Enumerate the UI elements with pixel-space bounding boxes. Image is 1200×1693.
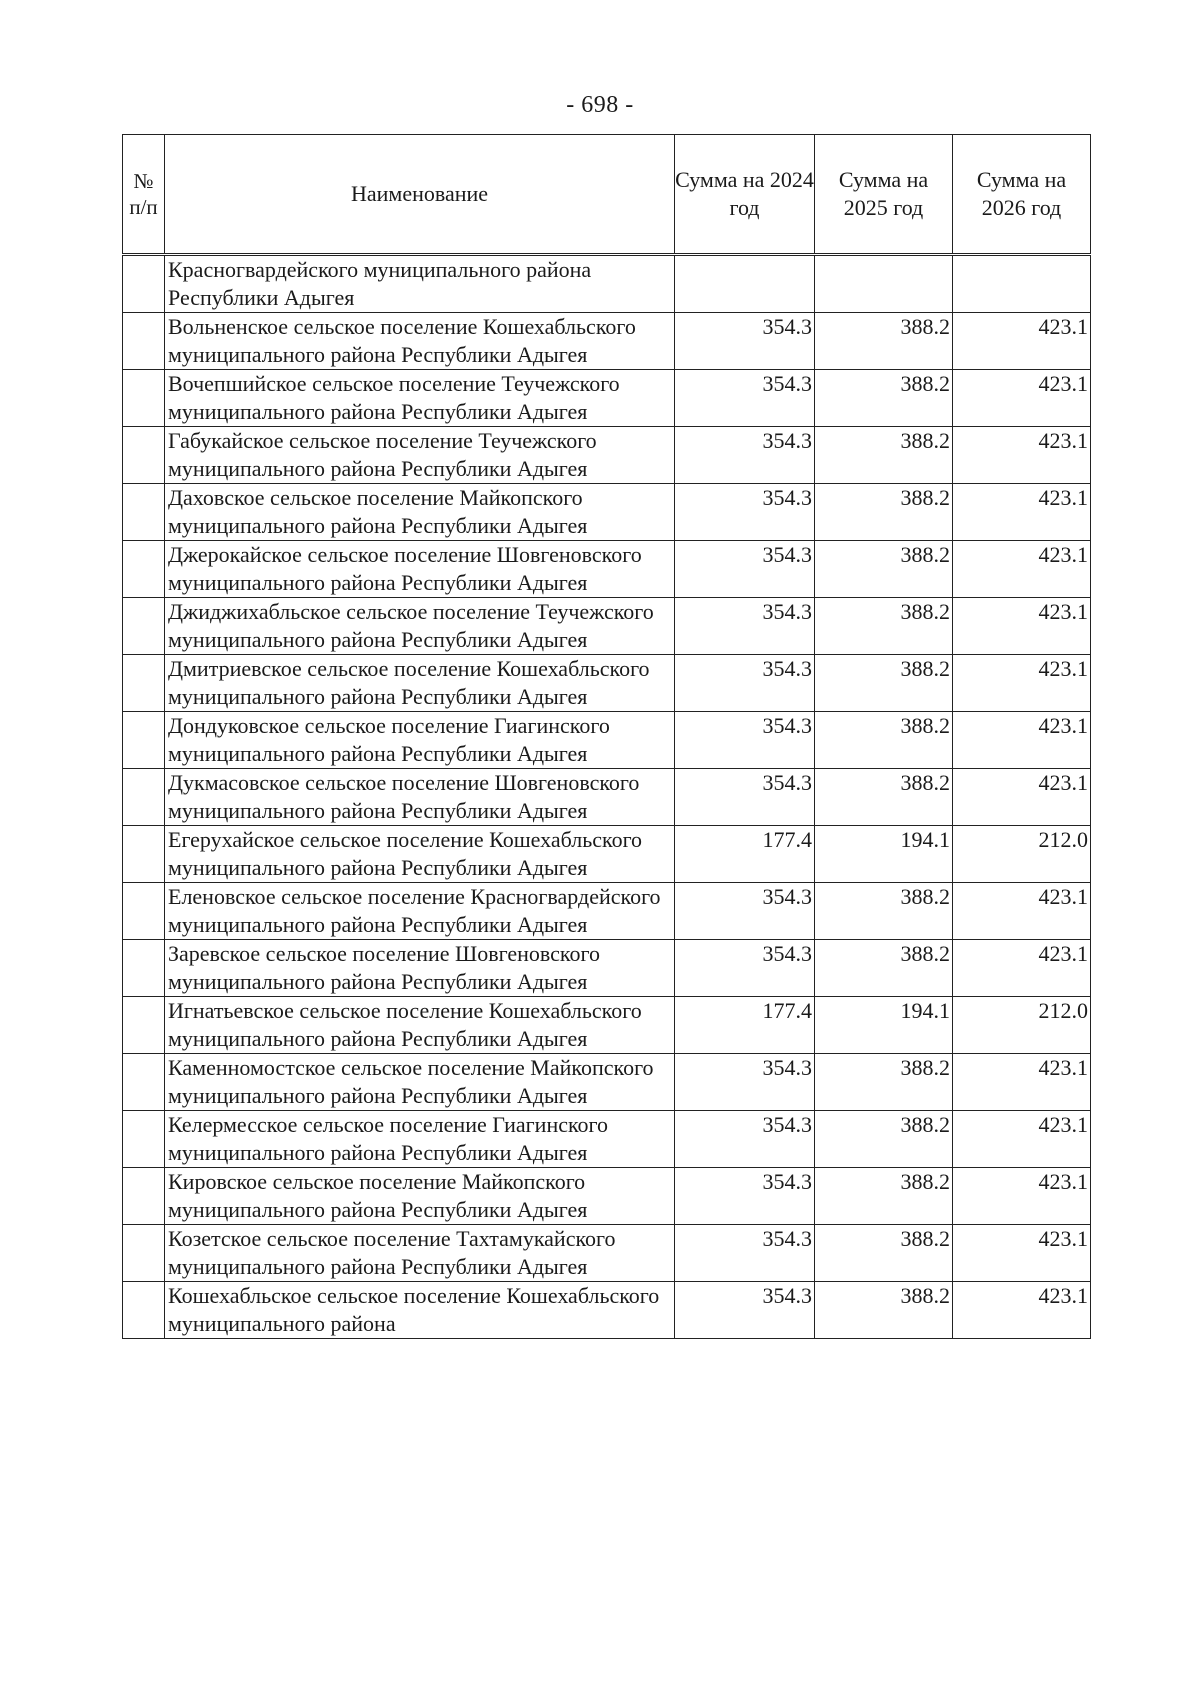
budget-table [122, 134, 1091, 1339]
row-amount-2024: 177.4 [675, 997, 815, 1054]
row-amount-2025: 388.2 [815, 1225, 953, 1282]
header-2024: Сумма на 2024 год [675, 135, 815, 255]
row-number [123, 826, 165, 883]
row-amount-2025: 388.2 [815, 370, 953, 427]
table-row [123, 427, 1091, 484]
table-row [123, 769, 1091, 826]
row-amount-2026: 423.1 [953, 1225, 1091, 1282]
row-name: Дукмасовское сельское поселение Шовгеновского муниципального района Республики Адыгея [165, 769, 675, 826]
row-amount-2024: 354.3 [675, 1168, 815, 1225]
row-number [123, 1225, 165, 1282]
table-row [123, 598, 1091, 655]
row-number [123, 940, 165, 997]
table-row [123, 883, 1091, 940]
row-number [123, 484, 165, 541]
row-number [123, 370, 165, 427]
row-amount-2026: 423.1 [953, 313, 1091, 370]
row-name: Вольненское сельское поселение Кошехабльского муниципального района Республики Адыгея [165, 313, 675, 370]
row-amount-2026 [953, 255, 1091, 313]
table-row [123, 655, 1091, 712]
row-amount-2026: 423.1 [953, 712, 1091, 769]
row-amount-2025: 388.2 [815, 769, 953, 826]
row-amount-2025: 388.2 [815, 541, 953, 598]
row-number [123, 1168, 165, 1225]
page-number: - 698 - [566, 92, 634, 118]
table-row [123, 484, 1091, 541]
row-amount-2024: 354.3 [675, 1282, 815, 1339]
table-header [123, 135, 1091, 255]
header-number: № п/п [123, 135, 165, 255]
row-amount-2025: 388.2 [815, 313, 953, 370]
row-amount-2025: 388.2 [815, 1111, 953, 1168]
row-number [123, 427, 165, 484]
row-amount-2024: 354.3 [675, 1225, 815, 1282]
row-amount-2025: 388.2 [815, 1054, 953, 1111]
row-amount-2024: 354.3 [675, 940, 815, 997]
row-amount-2024: 354.3 [675, 370, 815, 427]
row-amount-2025: 388.2 [815, 484, 953, 541]
row-amount-2024: 354.3 [675, 484, 815, 541]
row-amount-2026: 423.1 [953, 541, 1091, 598]
row-amount-2026: 423.1 [953, 370, 1091, 427]
row-name: Козетское сельское поселение Тахтамукайского муниципального района Республики Адыгея [165, 1225, 675, 1282]
row-amount-2026: 423.1 [953, 1168, 1091, 1225]
row-number [123, 997, 165, 1054]
header-2026: Сумма на 2026 год [953, 135, 1091, 255]
row-name: Егерухайское сельское поселение Кошехабльского муниципального района Республики Адыгея [165, 826, 675, 883]
row-amount-2026: 423.1 [953, 883, 1091, 940]
row-amount-2025: 388.2 [815, 427, 953, 484]
row-name: Дондуковское сельское поселение Гиагинского муниципального района Республики Адыгея [165, 712, 675, 769]
table-row [123, 370, 1091, 427]
table-row [123, 1168, 1091, 1225]
row-amount-2025: 388.2 [815, 598, 953, 655]
row-amount-2025: 388.2 [815, 883, 953, 940]
row-amount-2024: 354.3 [675, 883, 815, 940]
row-number [123, 1054, 165, 1111]
row-amount-2026: 212.0 [953, 997, 1091, 1054]
row-amount-2024: 177.4 [675, 826, 815, 883]
header-2025: Сумма на 2025 год [815, 135, 953, 255]
row-name: Каменномостское сельское поселение Майкопского муниципального района Республики Адыгея [165, 1054, 675, 1111]
table-row [123, 1054, 1091, 1111]
row-number [123, 712, 165, 769]
header-name: Наименование [165, 135, 675, 255]
row-amount-2024: 354.3 [675, 313, 815, 370]
row-amount-2024: 354.3 [675, 598, 815, 655]
row-name: Заревское сельское поселение Шовгеновского муниципального района Республики Адыгея [165, 940, 675, 997]
row-number [123, 1282, 165, 1339]
row-amount-2025: 388.2 [815, 940, 953, 997]
table-row [123, 313, 1091, 370]
table-row [123, 997, 1091, 1054]
row-name: Келермесское сельское поселение Гиагинского муниципального района Республики Адыгея [165, 1111, 675, 1168]
row-amount-2025: 194.1 [815, 997, 953, 1054]
row-number [123, 883, 165, 940]
row-name: Джерокайское сельское поселение Шовгеновского муниципального района Республики Адыгея [165, 541, 675, 598]
row-number [123, 313, 165, 370]
row-amount-2025: 388.2 [815, 655, 953, 712]
row-amount-2025: 194.1 [815, 826, 953, 883]
row-amount-2026: 423.1 [953, 1054, 1091, 1111]
row-amount-2026: 423.1 [953, 484, 1091, 541]
row-number [123, 1111, 165, 1168]
row-name: Вочепшийское сельское поселение Теучежского муниципального района Республики Адыгея [165, 370, 675, 427]
table-row [123, 1282, 1091, 1339]
row-name: Джиджихабльское сельское поселение Теучежского муниципального района Республики Адыгея [165, 598, 675, 655]
row-amount-2024: 354.3 [675, 1111, 815, 1168]
row-amount-2024: 354.3 [675, 769, 815, 826]
table-row [123, 255, 1091, 313]
row-name: Игнатьевское сельское поселение Кошехабльского муниципального района Республики Адыгея [165, 997, 675, 1054]
row-amount-2024: 354.3 [675, 1054, 815, 1111]
table-row [123, 826, 1091, 883]
row-amount-2026: 423.1 [953, 598, 1091, 655]
row-amount-2026: 423.1 [953, 1282, 1091, 1339]
row-amount-2024: 354.3 [675, 712, 815, 769]
row-amount-2026: 423.1 [953, 1111, 1091, 1168]
row-amount-2026: 212.0 [953, 826, 1091, 883]
row-amount-2024: 354.3 [675, 655, 815, 712]
row-number [123, 255, 165, 313]
row-amount-2026: 423.1 [953, 655, 1091, 712]
row-amount-2024: 354.3 [675, 427, 815, 484]
row-number [123, 655, 165, 712]
row-number [123, 598, 165, 655]
row-amount-2025 [815, 255, 953, 313]
row-name: Кировское сельское поселение Майкопского муниципального района Республики Адыгея [165, 1168, 675, 1225]
row-name: Еленовское сельское поселение Красногвардейского муниципального района Республики Адыгея [165, 883, 675, 940]
table-body [123, 255, 1091, 1339]
row-amount-2026: 423.1 [953, 940, 1091, 997]
row-amount-2025: 388.2 [815, 1168, 953, 1225]
table-row [123, 940, 1091, 997]
table-row [123, 712, 1091, 769]
row-amount-2025: 388.2 [815, 712, 953, 769]
row-amount-2024: 354.3 [675, 541, 815, 598]
row-amount-2026: 423.1 [953, 769, 1091, 826]
row-name: Красногвардейского муниципального района Республики Адыгея [165, 255, 675, 313]
table-row [123, 541, 1091, 598]
row-number [123, 769, 165, 826]
row-name: Габукайское сельское поселение Теучежского муниципального района Республики Адыгея [165, 427, 675, 484]
table-row [123, 1111, 1091, 1168]
row-name: Дмитриевское сельское поселение Кошехабльского муниципального района Республики Адыгея [165, 655, 675, 712]
row-amount-2025: 388.2 [815, 1282, 953, 1339]
row-name: Даховское сельское поселение Майкопского муниципального района Республики Адыгея [165, 484, 675, 541]
row-name: Кошехабльское сельское поселение Кошехабльского муниципального района [165, 1282, 675, 1339]
row-amount-2024 [675, 255, 815, 313]
row-amount-2026: 423.1 [953, 427, 1091, 484]
table-row [123, 1225, 1091, 1282]
row-number [123, 541, 165, 598]
